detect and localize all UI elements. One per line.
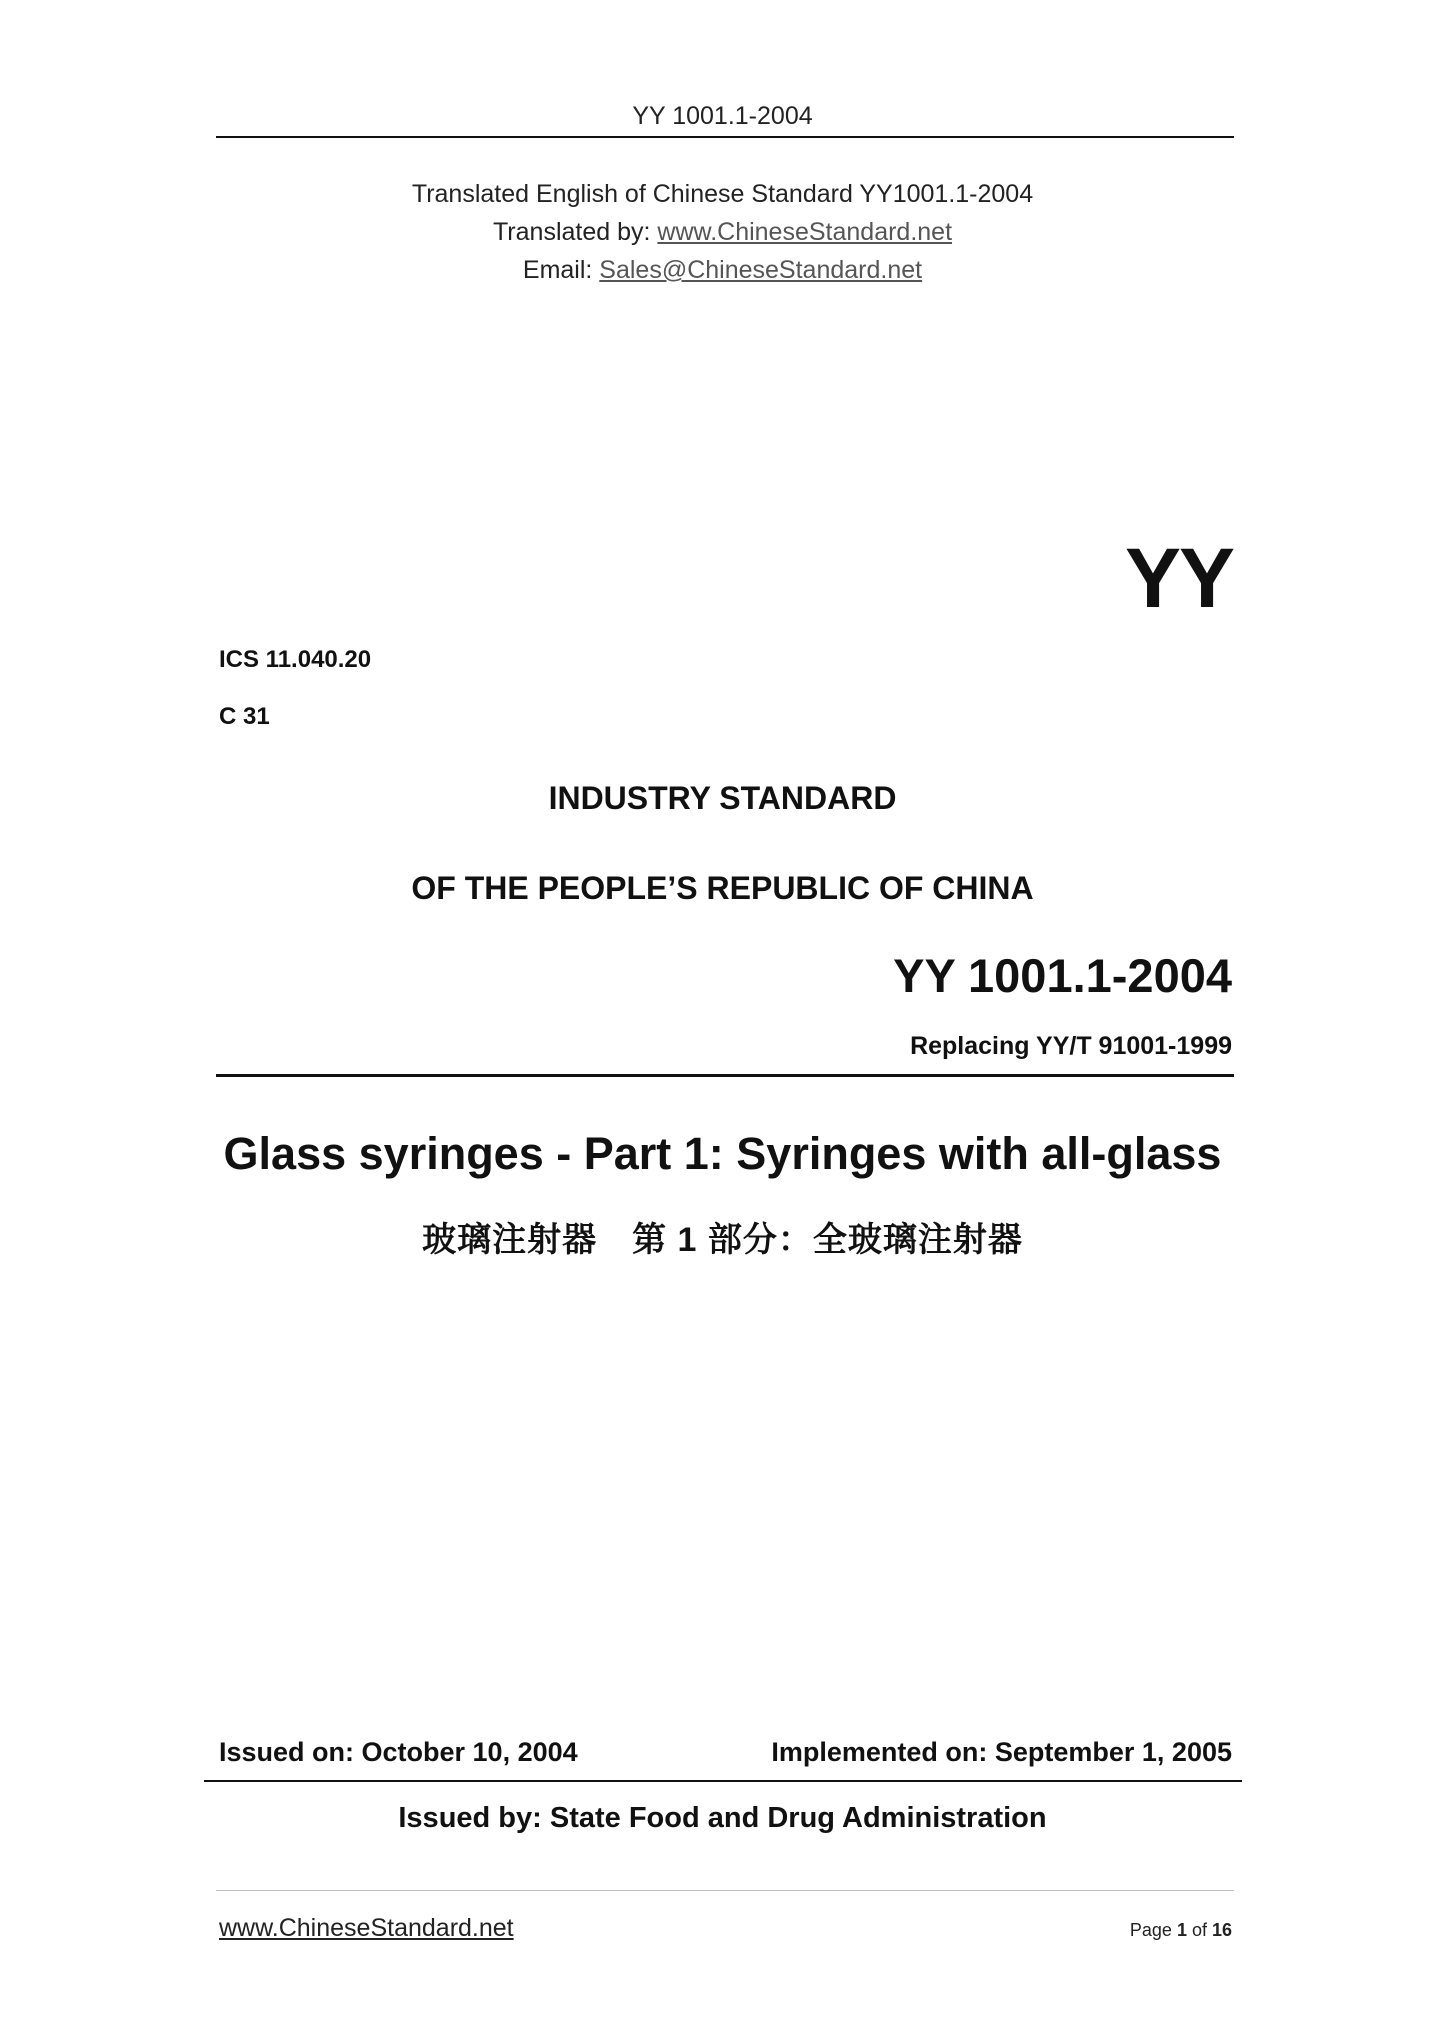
translation-note: Translated English of Chinese Standard YY1001.1-2004 (411, 180, 1034, 208)
page-of: of (1186, 1920, 1212, 1940)
translated-by-label: Translated by: (492, 218, 658, 246)
document-title: Glass syringes - Part 1: Syringes with all-glass (223, 1128, 1222, 1179)
issued-on-date: Issued on: October 10, 2004 (219, 1737, 578, 1767)
page-current: 1 (1176, 1920, 1187, 1940)
footer-website-link[interactable]: www.ChineseStandard.net (219, 1914, 514, 1942)
header-divider (216, 136, 1234, 138)
standard-number: YY 1001.1-2004 (893, 949, 1232, 1002)
standard-title-line1: INDUSTRY STANDARD (548, 780, 897, 816)
email-label: Email: (522, 256, 600, 284)
email-line (0, 256, 1445, 285)
footer-divider (216, 1890, 1234, 1891)
ics-code: ICS 11.040.20 (219, 646, 372, 673)
implemented-on-date: Implemented on: September 1, 2005 (771, 1737, 1232, 1767)
standard-title-line2: OF THE PEOPLE’S REPUBLIC OF CHINA (411, 870, 1034, 906)
dates-divider (204, 1780, 1242, 1782)
email-link[interactable]: Sales@ChineseStandard.net (599, 256, 923, 284)
running-header: YY 1001.1-2004 (632, 102, 813, 130)
standard-mark: YY (1124, 531, 1233, 625)
page-total: 16 (1211, 1920, 1232, 1940)
title-divider (216, 1074, 1234, 1077)
page-number (1130, 1920, 1232, 1941)
issuing-authority: Issued by: State Food and Drug Administration (398, 1802, 1047, 1834)
replacing-note: Replacing YY/T 91001-1999 (910, 1032, 1232, 1060)
document-title-chinese: 玻璃注射器 第 1 部分：全玻璃注射器 (422, 1221, 1023, 1259)
ccs-code: C 31 (219, 703, 270, 730)
translated-by-line (0, 218, 1445, 247)
page-label: Page (1129, 1920, 1177, 1940)
website-link[interactable]: www.ChineseStandard.net (657, 218, 953, 246)
